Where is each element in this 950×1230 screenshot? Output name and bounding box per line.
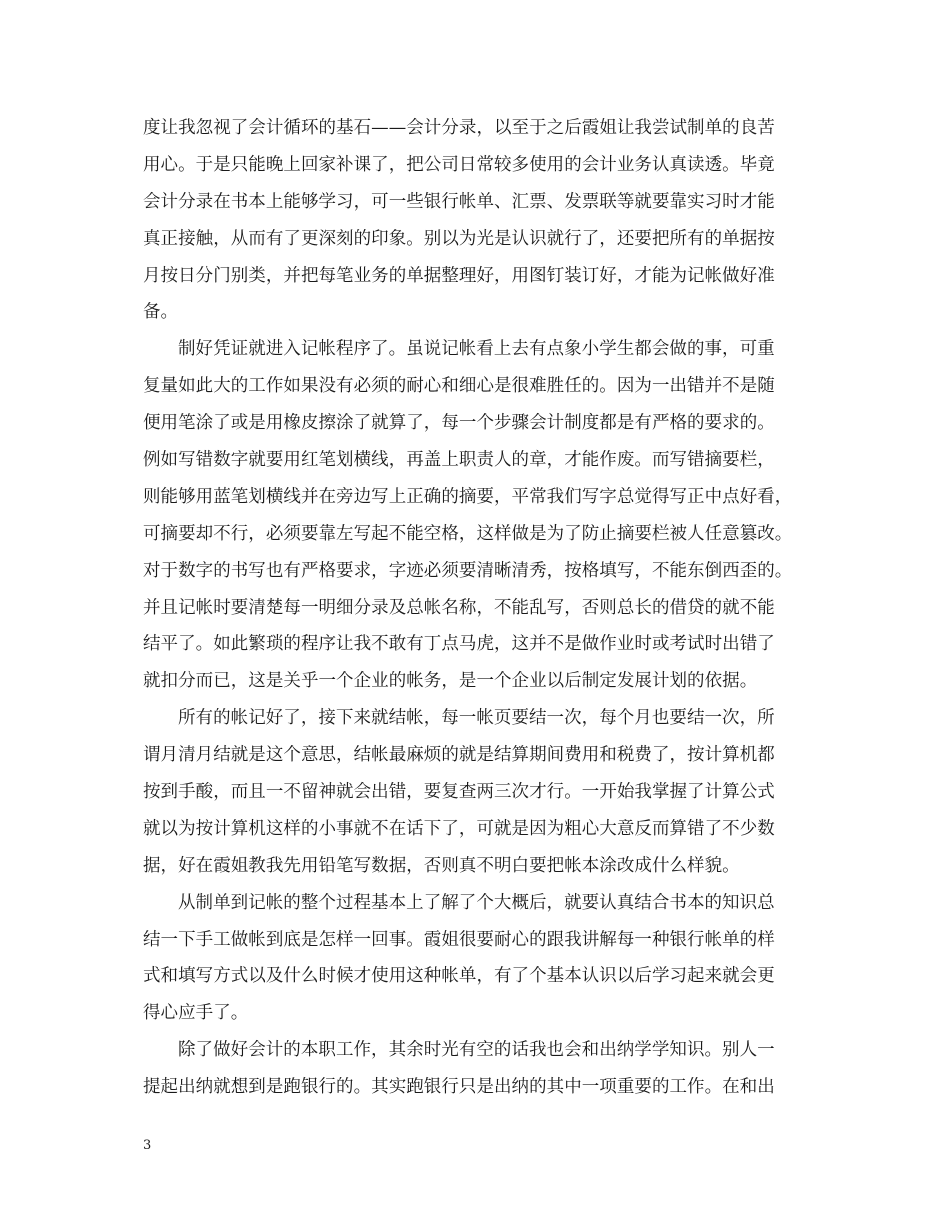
paragraph-first-line: 从制单到记帐的整个过程基本上了解了个大概后，就要认真结合书本的知识总 bbox=[178, 892, 775, 913]
text-line: 度让我忽视了会计循环的基石——会计分录，以至于之后霞姐让我尝试制单的良苦 bbox=[143, 118, 775, 138]
text-line: 就以为按计算机这样的小事就不在话下了，可就是因为粗心大意反而算错了不少数 bbox=[143, 818, 775, 839]
text-line: 便用笔涂了或是用橡皮擦涂了就算了，每一个步骤会计制度都是有严格的要求的。 bbox=[143, 413, 775, 434]
text-line: 用心。于是只能晚上回家补课了，把公司日常较多使用的会计业务认真读透。毕竟 bbox=[143, 154, 775, 175]
text-line: 则能够用蓝笔划横线并在旁边写上正确的摘要，平常我们写字总觉得写正中点好看， bbox=[143, 486, 793, 507]
paragraph-first-line: 所有的帐记好了，接下来就结帐，每一帐页要结一次，每个月也要结一次，所 bbox=[178, 708, 775, 729]
text-line: 式和填写方式以及什么时候才使用这种帐单，有了个基本认识以后学习起来就会更 bbox=[143, 966, 775, 987]
text-line: 月按日分门别类，并把每笔业务的单据整理好，用图钉装订好，才能为记帐做好准 bbox=[143, 265, 775, 286]
paragraph-first-line: 制好凭证就进入记帐程序了。虽说记帐看上去有点象小学生都会做的事，可重 bbox=[178, 339, 775, 360]
text-line: 会计分录在书本上能够学习，可一些银行帐单、汇票、发票联等就要靠实习时才能 bbox=[143, 191, 775, 212]
paragraph-first-line: 除了做好会计的本职工作，其余时光有空的话我也会和出纳学学知识。别人一 bbox=[178, 1040, 775, 1061]
text-line: 并且记帐时要清楚每一明细分录及总帐名称，不能乱写，否则总长的借贷的就不能 bbox=[143, 597, 775, 618]
text-line: 结平了。如此繁琐的程序让我不敢有丁点马虎，这并不是做作业时或考试时出错了 bbox=[143, 634, 775, 655]
text-line: 据，好在霞姐教我先用铅笔写数据，否则真不明白要把帐本涂改成什么样貌。 bbox=[143, 855, 740, 876]
text-line: 就扣分而已，这是关乎一个企业的帐务，是一个企业以后制定发展计划的依据。 bbox=[143, 671, 758, 692]
text-line: 结一下手工做帐到底是怎样一回事。霞姐很要耐心的跟我讲解每一种银行帐单的样 bbox=[143, 929, 775, 950]
text-line: 复量如此大的工作如果没有必须的耐心和细心是很难胜任的。因为一出错并不是随 bbox=[143, 376, 775, 397]
text-line: 对于数字的书写也有严格要求，字迹必须要清晰清秀，按格填写，不能东倒西歪的。 bbox=[143, 560, 793, 581]
text-line: 谓月清月结就是这个意思，结帐最麻烦的就是结算期间费用和税费了，按计算机都 bbox=[143, 745, 775, 766]
text-line: 得心应手了。 bbox=[143, 1003, 249, 1024]
page-number: 3 bbox=[143, 1138, 152, 1153]
text-line: 按到手酸，而且一不留神就会出错，要复查两三次才行。一开始我掌握了计算公式 bbox=[143, 782, 775, 803]
text-line: 可摘要却不行，必须要靠左写起不能空格，这样做是为了防止摘要栏被人任意篡改。 bbox=[143, 523, 793, 544]
text-line: 提起出纳就想到是跑银行的。其实跑银行只是出纳的其中一项重要的工作。在和出 bbox=[143, 1077, 775, 1098]
text-line: 备。 bbox=[143, 302, 179, 323]
text-line: 真正接触，从而有了更深刻的印象。别以为光是认识就行了，还要把所有的单据按 bbox=[143, 228, 775, 249]
text-line: 例如写错数字就要用红笔划横线，再盖上职责人的章，才能作废。而写错摘要栏， bbox=[143, 450, 775, 471]
body-text bbox=[143, 110, 813, 1106]
